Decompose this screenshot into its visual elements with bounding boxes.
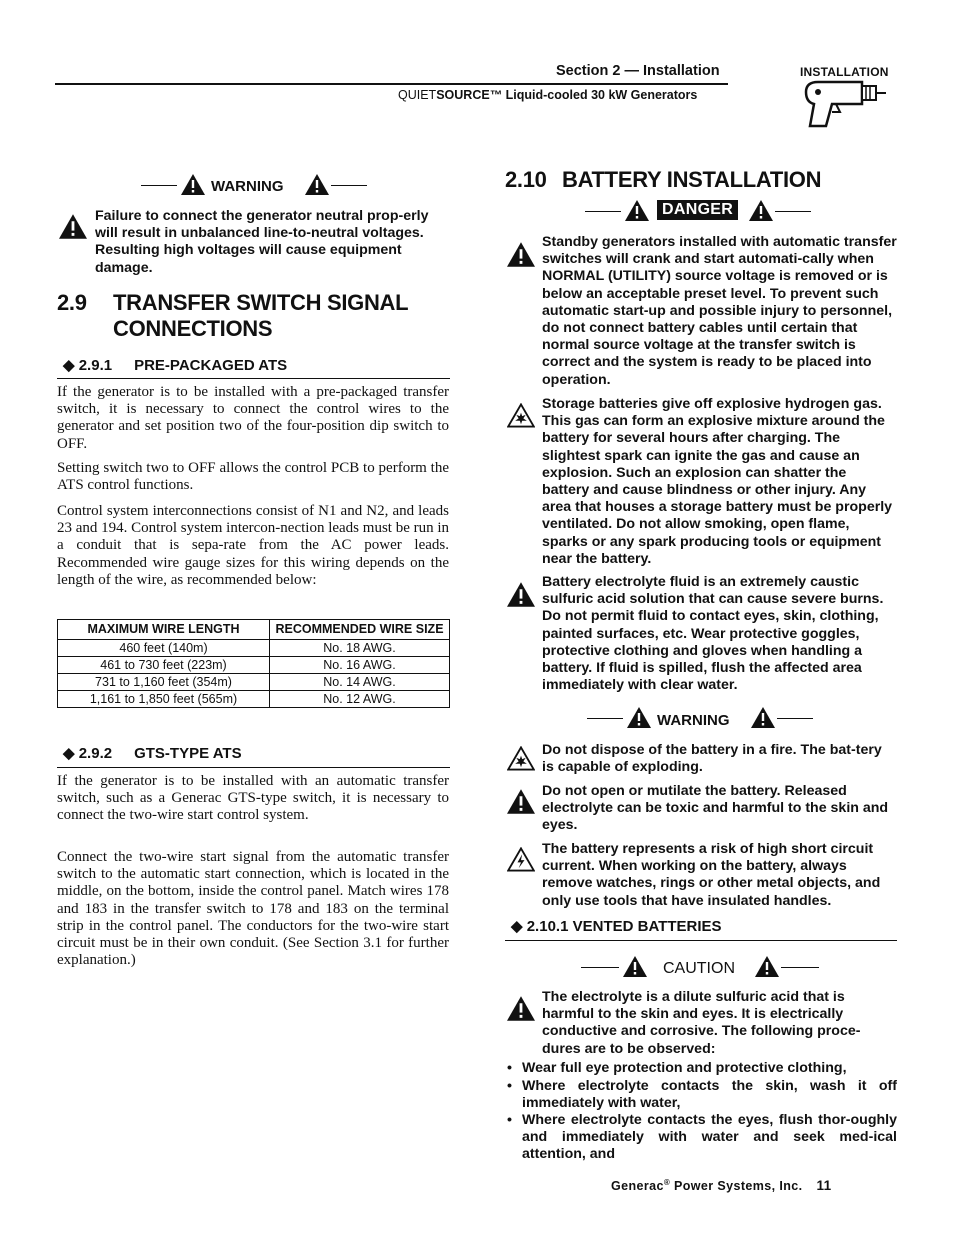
- warning-banner: [141, 172, 367, 198]
- warning-text-short-circuit: The battery represents a risk of high short circuit current. When working on the battery, always remove watches, rings or other metal objects, and only use tools that have insulated handles.: [542, 841, 881, 909]
- warning-triangle-icon: [305, 174, 329, 195]
- caution-text-electrolyte: The electrolyte is a dilute sulfuric acid that is harmful to the skin and eyes. It is electrically conductive and corrosive. The following proce-dures are to be observed:: [542, 989, 861, 1057]
- section-2-10-number: 2.10: [505, 167, 547, 192]
- table-header-cell: RECOMMENDED WIRE SIZE: [275, 622, 444, 636]
- subsection-rule: [505, 940, 897, 941]
- warning-label: WARNING: [657, 712, 730, 729]
- table-header-row: [58, 620, 450, 640]
- list-item: • Where electrolyte contacts the eyes, flush thor-oughly and immediately with water and seek med-ical attention, and: [505, 1112, 897, 1162]
- signal-line-left: [585, 211, 621, 212]
- explosion-hazard-icon: [507, 403, 535, 428]
- danger-text-autostart: Standby generators installed with automatic transfer switches will crank and start automati-cally when NORMAL (UTILITY) source voltage is removed or is below an acceptable preset level. To prevent such automatic start-up and possible injury to personnel, do not connect battery cables until certain that normal source voltage at the transfer switch is correct and the system is ready to be placed into operation.: [542, 234, 897, 388]
- alert-triangle-icon: [507, 996, 535, 1021]
- wire-size-table: [57, 619, 450, 708]
- product-prefix: QUIET: [398, 88, 437, 102]
- section-2-10-title: BATTERY INSTALLATION: [562, 167, 822, 192]
- footer: [611, 1178, 832, 1193]
- header-rule: [55, 83, 728, 85]
- paragraph: If the generator is to be installed with a pre-packaged transfer switch, it is necessary to connect the control wires to the generator and set position two of the four-position dip switch to OFF.: [57, 384, 449, 452]
- table-cell: No. 16 AWG.: [270, 657, 450, 674]
- diamond-bullet-icon: ◆: [63, 357, 75, 374]
- subsection-number: 2.9.1: [78, 357, 113, 374]
- caution-banner: [581, 954, 821, 980]
- alert-triangle-icon: [59, 214, 87, 239]
- table-cell: 731 to 1,160 feet (354m): [58, 674, 270, 691]
- subsection-title: GTS-TYPE ATS: [134, 745, 242, 762]
- alert-triangle-icon: [507, 789, 535, 814]
- table-row: [58, 674, 450, 691]
- signal-line-right: [775, 211, 811, 212]
- subsection-title: VENTED BATTERIES: [572, 918, 722, 935]
- warning-text-fire: Do not dispose of the battery in a fire. The bat-tery is capable of exploding.: [542, 742, 882, 776]
- signal-line-right: [781, 967, 819, 968]
- footer-company: Generac: [611, 1179, 664, 1194]
- warning-triangle-icon: [751, 707, 775, 728]
- subsection-rule: [57, 767, 450, 768]
- caution-bullet-list: [505, 1060, 897, 1164]
- subsection-number: 2.9.2: [78, 745, 113, 762]
- table-row: [58, 691, 450, 708]
- caution-label: CAUTION: [663, 960, 735, 977]
- warning-triangle-icon: [755, 956, 779, 977]
- signal-line-right: [331, 185, 367, 186]
- warning-triangle-icon: [627, 707, 651, 728]
- table-cell: 461 to 730 feet (223m): [58, 657, 270, 674]
- subsection-rule: [57, 378, 450, 379]
- table-cell: No. 14 AWG.: [270, 674, 450, 691]
- explosion-hazard-icon: [507, 746, 535, 771]
- table-cell: No. 18 AWG.: [270, 640, 450, 657]
- footer-company-rest: Power Systems, Inc.: [670, 1179, 803, 1194]
- table-cell: 460 feet (140m): [58, 640, 270, 657]
- paragraph: Setting switch two to OFF allows the control PCB to perform the ATS control functions.: [57, 460, 449, 494]
- subsection-2-10-1-heading: [511, 918, 722, 936]
- section-2-9-title-line2: CONNECTIONS: [113, 316, 273, 341]
- paragraph: If the generator is to be installed with an automatic transfer switch, such as a Generac GTS-type switch, it is necessary to connect the two-wire start control system.: [57, 773, 449, 824]
- page-number: 11: [816, 1178, 832, 1194]
- danger-text-electrolyte: Battery electrolyte fluid is an extremely caustic sulfuric acid solution that can cause severe burns. Do not permit fluid to contact eyes, skin, clothing, painted surfaces, etc. Wear protective goggles, protective clothing and gloves when handling a battery. If fluid is spilled, flush the affected area immediately with clear water.: [542, 574, 884, 694]
- danger-label: DANGER: [657, 200, 738, 220]
- alert-triangle-icon: [507, 582, 535, 607]
- subsection-number: 2.10.1: [526, 918, 569, 935]
- product-brand: SOURCE: [436, 88, 490, 102]
- header-section: Section 2 — Installation: [556, 63, 720, 79]
- drill-icon: [802, 76, 888, 130]
- table-row: [58, 640, 450, 657]
- electric-shock-icon: [507, 847, 535, 872]
- diamond-bullet-icon: ◆: [511, 918, 523, 935]
- signal-line-left: [587, 718, 623, 719]
- warning-text-neutral: Failure to connect the generator neutral prop-erly will result in unbalanced line-to-neutral voltages. Resulting high voltages will cause equipment damage.: [95, 208, 429, 276]
- list-item: • Where electrolyte contacts the skin, wash it off immediately with water,: [505, 1078, 897, 1112]
- table-header-cell: MAXIMUM WIRE LENGTH: [58, 620, 270, 640]
- list-item: • Wear full eye protection and protective clothing,: [505, 1060, 897, 1077]
- warning-banner: [587, 705, 813, 731]
- header-product: [398, 88, 697, 102]
- diamond-bullet-icon: ◆: [63, 745, 75, 762]
- paragraph: Connect the two-wire start signal from the automatic transfer switch to the automatic start connection, which is located in the middle, on the bottom, inside the control panel. Match wires 178 and 183 in the transfer switch to 178 and 183 on the terminal strip in the control panel. The conductors for the two-wire start circuit must be in their own conduit. (See Section 3.1 for further explanation.): [57, 849, 449, 969]
- warning-label: WARNING: [211, 178, 284, 195]
- warning-text-mutilate: Do not open or mutilate the battery. Released electrolyte can be toxic and harmful to the skin and eyes.: [542, 783, 889, 834]
- signal-line-left: [141, 185, 177, 186]
- danger-text-hydrogen: Storage batteries give off explosive hydrogen gas. This gas can form an explosive mixture around the battery for several hours after charging. The slightest spark can ignite the gas and cause an explosion. Such an explosion can shatter the battery and cause blindness or other injury. Any area that houses a storage battery must be properly ventilated. Do not allow smoking, open flame, sparks or any spark producing tools or equipment near the battery.: [542, 396, 893, 567]
- table-row: [58, 657, 450, 674]
- section-2-9-title-line1: TRANSFER SWITCH SIGNAL: [113, 290, 409, 315]
- subsection-2-9-2-heading: [63, 745, 242, 763]
- product-rest: ™ Liquid-cooled 30 kW Generators: [489, 88, 698, 102]
- footer-registered-mark: ®: [663, 1178, 671, 1187]
- installation-tab-label: INSTALLATION: [800, 65, 889, 79]
- danger-banner: [585, 198, 815, 224]
- subsection-title: PRE-PACKAGED ATS: [134, 357, 288, 374]
- warning-triangle-icon: [623, 956, 647, 977]
- signal-line-left: [581, 967, 619, 968]
- warning-triangle-icon: [181, 174, 205, 195]
- signal-line-right: [777, 718, 813, 719]
- warning-triangle-icon: [625, 200, 649, 221]
- table-cell: 1,161 to 1,850 feet (565m): [58, 691, 270, 708]
- alert-triangle-icon: [507, 242, 535, 267]
- table-cell: No. 12 AWG.: [270, 691, 450, 708]
- subsection-2-9-1-heading: [63, 357, 287, 375]
- paragraph: Control system interconnections consist of N1 and N2, and leads 23 and 194. Control system intercon-nection leads must be run in a conduit that is sepa-rate from the AC power leads. Recommended wire gauge sizes for this wiring depends on the length of the wire, as recommended below:: [57, 503, 450, 588]
- warning-triangle-icon: [749, 200, 773, 221]
- section-2-9-number: 2.9: [57, 290, 87, 315]
